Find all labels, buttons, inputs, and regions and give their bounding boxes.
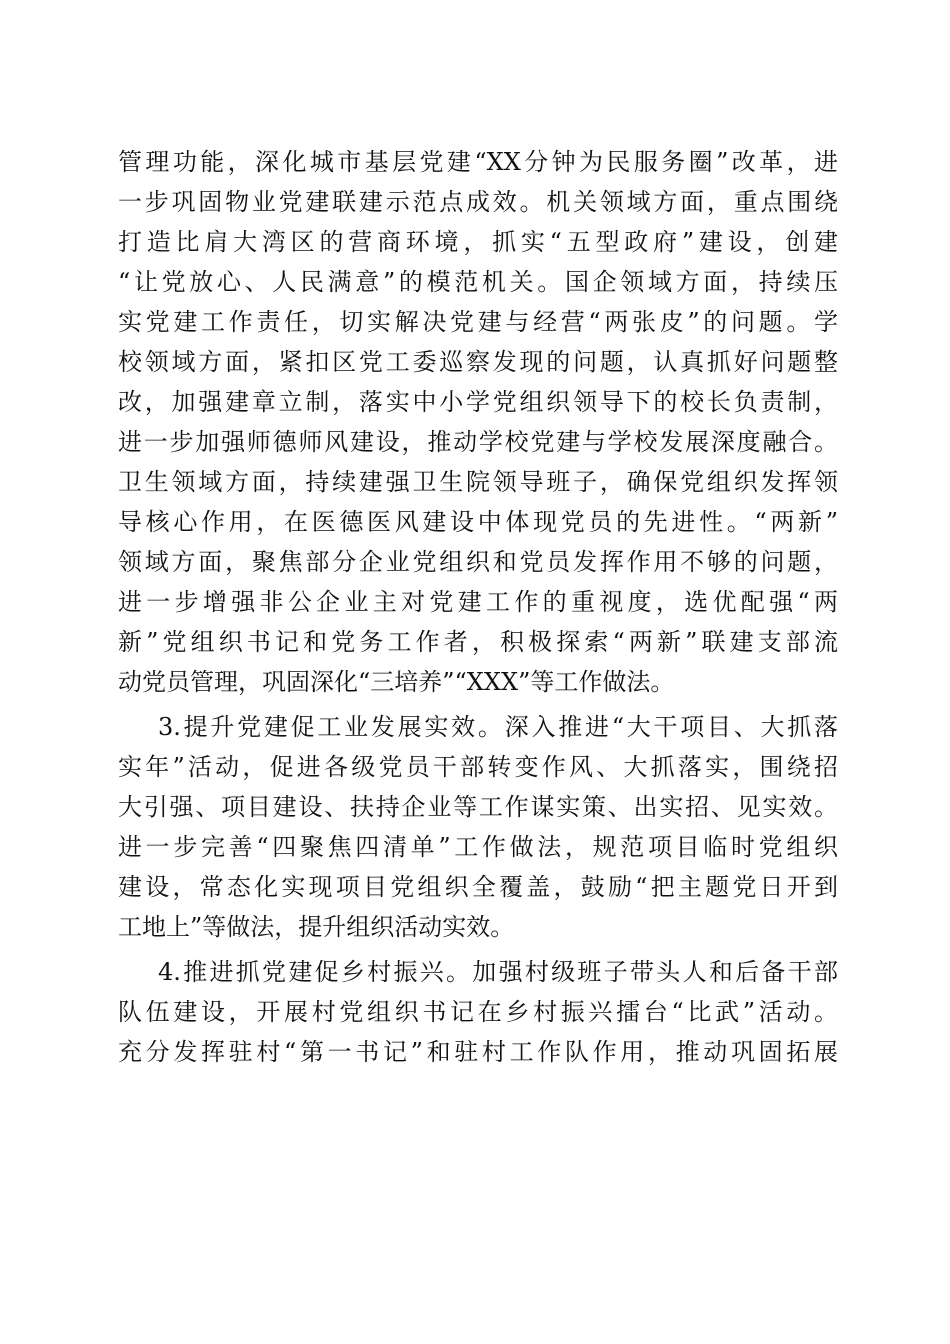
text-line: 领域方面，聚焦部分企业党组织和党员发挥作用不够的问题， <box>118 548 838 576</box>
document-body <box>118 142 838 1072</box>
text-line: 动党员管理，巩固深化“三培养”“XXX”等工作做法。 <box>118 668 675 696</box>
text-line: 工地上”等做法，提升组织活动实效。 <box>118 913 515 941</box>
text-line: 管理功能，深化城市基层党建“XX分钟为民服务圈”改革，进 <box>118 148 838 176</box>
text-line: 卫生领域方面，持续建强卫生院领导班子，确保党组织发挥领 <box>118 468 838 496</box>
text-line: 进一步加强师德师风建设，推动学校党建与学校发展深度融合。 <box>118 428 838 456</box>
text-line: 改，加强建章立制，落实中小学党组织领导下的校长负责制， <box>118 388 838 416</box>
text-line: 充分发挥驻村“第一书记”和驻村工作队作用，推动巩固拓展 <box>118 1038 838 1066</box>
text-line: 建设，常态化实现项目党组织全覆盖，鼓励“把主题党日开到 <box>118 873 838 901</box>
text-line: 实党建工作责任，切实解决党建与经营“两张皮”的问题。学 <box>118 308 838 336</box>
text-line: 大引强、项目建设、扶持企业等工作谋实策、出实招、见实效。 <box>118 793 838 821</box>
section-heading-line: 4.推进抓党建促乡村振兴。加强村级班子带头人和后备干部 <box>158 958 838 986</box>
text-line: 实年”活动，促进各级党员干部转变作风、大抓落实，围绕招 <box>118 753 838 781</box>
text-line: 进一步完善“四聚焦四清单”工作做法，规范项目临时党组织 <box>118 833 838 861</box>
text-line: 导核心作用，在医德医风建设中体现党员的先进性。“两新” <box>118 508 838 536</box>
text-line: 校领域方面，紧扣区党工委巡察发现的问题，认真抓好问题整 <box>118 348 838 376</box>
text-line: 进一步增强非公企业主对党建工作的重视度，选优配强“两 <box>118 588 838 616</box>
text-line: “让党放心、人民满意”的模范机关。国企领域方面，持续压 <box>118 268 838 296</box>
text-line: 打造比肩大湾区的营商环境，抓实“五型政府”建设，创建 <box>118 228 838 256</box>
section-heading-line: 3.提升党建促工业发展实效。深入推进“大干项目、大抓落 <box>158 713 838 741</box>
text-line: 新”党组织书记和党务工作者，积极探索“两新”联建支部流 <box>118 628 838 656</box>
text-line: 队伍建设，开展村党组织书记在乡村振兴擂台“比武”活动。 <box>118 998 838 1026</box>
text-line: 一步巩固物业党建联建示范点成效。机关领域方面，重点围绕 <box>118 188 838 216</box>
